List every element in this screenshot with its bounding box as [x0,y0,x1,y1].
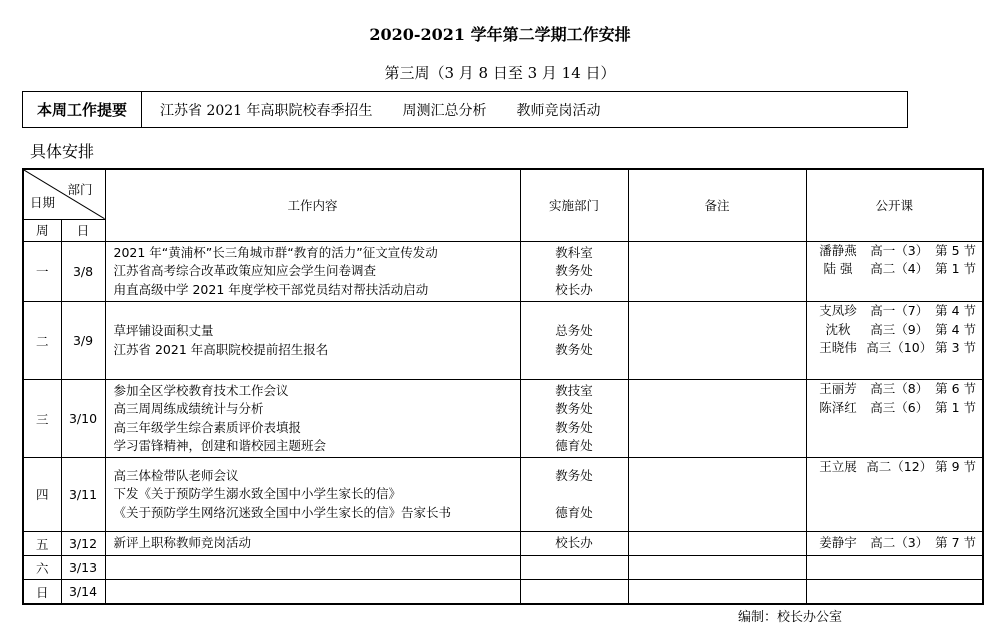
content-line: 高三周周练成绩统计与分析 [113,401,264,417]
content-line: 《关于预防学生网络沉迷致全国中小学生家长的信》告家长书 [113,504,452,520]
period: 第 4 节 [935,321,976,337]
open-class-cell [806,380,983,457]
table-row [23,532,983,556]
day-cell: 3/12 [61,532,105,556]
summary-item: 江苏省 2021 年高职院校春季招生 [160,102,373,119]
open-class-cell [806,457,983,531]
dept-line: 教务处 [555,401,593,417]
week-cell: 三 [23,380,61,457]
table-row [23,556,983,580]
content-line: 甪直高级中学 2021 年度学校干部党员结对帮扶活动启动 [113,281,429,297]
teacher-name: 陈泽红 [819,399,857,415]
open-class-entry [813,242,977,261]
class-name: 高一（3） [870,242,929,258]
teacher-name: 支凤珍 [819,303,857,319]
dept-line [521,485,628,504]
content-line: 高三体检带队老师会议 [113,467,239,483]
open-class-cell [806,580,983,604]
content-line: 参加全区学校教育技术工作会议 [113,382,289,398]
content-line: 学习雷锋精神，创建和谐校园主题班会 [113,438,327,454]
day-cell: 3/11 [61,457,105,531]
summary-label: 本周工作提要 [23,92,142,127]
week-cell: 日 [23,580,61,604]
header-dept: 实施部门 [520,169,628,241]
note-cell [628,302,806,380]
open-class-entry [813,380,977,399]
dept-line: 教务处 [555,341,593,357]
content-cell [105,457,520,531]
header-open-class: 公开课 [806,169,983,241]
footer-editor: 编制：校长办公室 [738,610,843,625]
table-row [23,241,983,301]
class-name: 高二（12） [866,458,933,474]
class-name: 高三（8） [870,381,929,397]
day-cell: 3/13 [61,556,105,580]
note-cell [628,380,806,457]
teacher-name: 王丽芳 [819,381,857,397]
dept-line: 校长办 [555,535,593,551]
content-line: 2021 年“黄浦杯”长三角城市群“教育的活力”征文宣传发动 [113,244,438,260]
summary-items [142,100,631,120]
day-cell: 3/9 [61,302,105,380]
class-name: 高二（4） [870,261,929,277]
header-note: 备注 [628,169,806,241]
class-name: 高三（9） [870,321,929,337]
week-cell: 四 [23,457,61,531]
dept-cell [520,241,628,301]
week-cell: 一 [23,241,61,301]
open-class-cell [806,556,983,580]
content-line: 下发《关于预防学生溺水致全国中小学生家长的信》 [113,486,402,502]
summary-item: 教师竞岗活动 [516,102,601,119]
page-title: 2020-2021 学年第二学期工作安排 [369,25,631,44]
week-cell: 六 [23,556,61,580]
dept-line: 教务处 [555,263,593,279]
open-class-cell [806,241,983,301]
dept-cell [520,532,628,556]
open-class-entry [813,302,977,321]
content-cell [105,241,520,301]
open-class-entry [813,260,977,279]
dept-cell [520,457,628,531]
week-cell: 二 [23,302,61,380]
week-cell: 五 [23,532,61,556]
period: 第 1 节 [935,399,976,415]
note-cell [628,580,806,604]
table-row [23,380,983,457]
dept-cell [520,580,628,604]
teacher-name: 姜静宇 [819,535,857,551]
period: 第 3 节 [935,340,976,356]
open-class-entry [813,339,977,358]
period: 第 6 节 [935,381,976,397]
period: 第 1 节 [935,261,976,277]
note-cell [628,532,806,556]
header-content: 工作内容 [105,169,520,241]
content-line: 高三年级学生综合素质评价表填报 [113,419,302,435]
period: 第 9 节 [935,458,976,474]
table-row [23,457,983,531]
dept-line: 总务处 [555,323,593,339]
day-cell: 3/10 [61,380,105,457]
schedule-table [22,168,984,605]
class-name: 高二（3） [870,535,929,551]
content-line: 新评上职称教师竞岗活动 [113,535,252,551]
day-cell: 3/8 [61,241,105,301]
corner-date-label: 日期 [30,194,56,210]
weekly-summary-box [22,91,908,128]
content-cell [105,302,520,380]
summary-item: 周测汇总分析 [402,102,487,119]
section-title: 具体安排 [30,142,95,161]
class-name: 高三（6） [870,399,929,415]
content-line: 草坪铺设面积丈量 [113,323,214,339]
content-cell [105,556,520,580]
dept-line: 德育处 [555,438,593,454]
period: 第 5 节 [935,242,976,258]
dept-line: 教科室 [555,244,593,260]
table-row [23,580,983,604]
class-name: 高三（10） [866,340,933,356]
note-cell [628,241,806,301]
open-class-entry [813,399,977,418]
week-subtitle: 第三周（3 月 8 日至 3 月 14 日） [384,64,616,82]
open-class-entry [813,321,977,340]
teacher-name: 王晓伟 [819,340,857,356]
period: 第 4 节 [935,303,976,319]
dept-line: 教务处 [555,419,593,435]
open-class-entry [813,458,977,477]
day-cell: 3/14 [61,580,105,604]
content-cell [105,580,520,604]
period: 第 7 节 [935,535,976,551]
teacher-name: 沈秋 [825,321,851,337]
dept-cell [520,302,628,380]
open-class-cell [806,302,983,380]
teacher-name: 王立展 [819,458,857,474]
content-cell [105,532,520,556]
content-cell [105,380,520,457]
dept-cell [520,380,628,457]
dept-line: 教务处 [555,467,593,483]
content-line: 江苏省 2021 年高职院校提前招生报名 [113,341,329,357]
teacher-name: 潘静燕 [819,242,857,258]
dept-cell [520,556,628,580]
open-class-entry [813,534,977,553]
header-day: 日 [61,219,105,241]
header-week: 周 [23,219,61,241]
note-cell [628,556,806,580]
content-line: 江苏省高考综合改革政策应知应会学生问卷调查 [113,263,377,279]
table-row [23,302,983,380]
corner-header [23,169,105,219]
dept-line: 德育处 [555,504,593,520]
corner-dept-label: 部门 [67,182,93,197]
teacher-name: 陆 强 [823,261,853,277]
open-class-cell [806,532,983,556]
class-name: 高一（7） [870,303,929,319]
note-cell [628,457,806,531]
dept-line: 校长办 [555,281,593,297]
dept-line: 教技室 [555,382,593,398]
